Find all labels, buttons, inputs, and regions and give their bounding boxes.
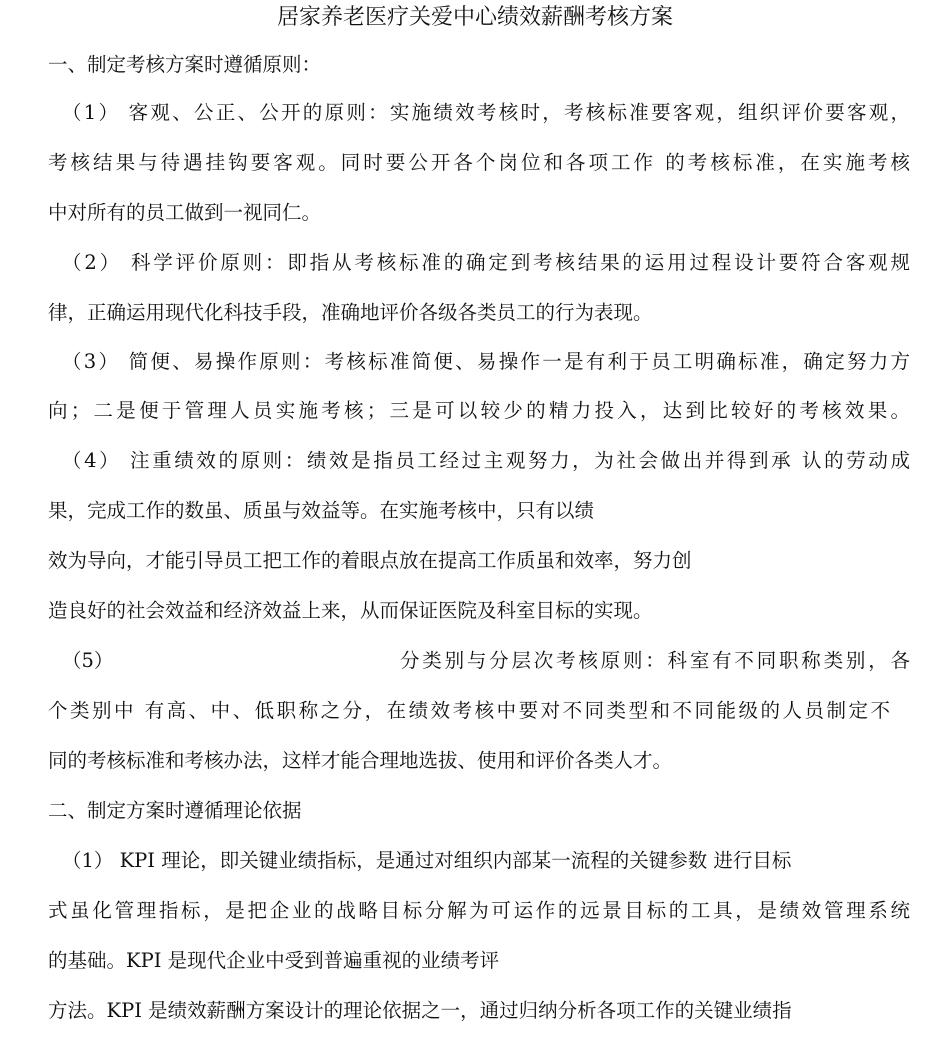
paragraph-line: 果，完成工作的数虽、质虽与效益等。在实施考核中，只有以绩: [48, 499, 595, 522]
paragraph-line: 向；二是便于管理人员实施考核；三是可以较少的精力投入，达到比较好的考核效果。: [48, 399, 910, 422]
paragraph-line: 方法。KPI 是绩效薪酬方案设计的理论依据之一，通过归纳分析各项工作的关键业绩指: [48, 999, 792, 1022]
paragraph-line: （1） 客观、公正、公开的原则：实施绩效考核时，考核标准要客观，组织评价要客观，: [62, 101, 910, 124]
paragraph-line: （3） 简便、易操作原则：考核标准简便、易操作一是有利于员工明确标准，确定努力方: [62, 350, 910, 373]
paragraph-line: 同的考核标准和考核办法，这样才能合理地选拔、使用和评价各类人才。: [48, 749, 673, 772]
paragraph-line: 造良好的社会效益和经济效益上来，从而保证医院及科室目标的实现。: [48, 599, 653, 622]
paragraph-line: 中对所有的员工做到一视同仁。: [48, 201, 322, 224]
section-heading-theory: 二、制定方案时遵循理论依据: [48, 799, 302, 822]
paragraph-line: 个类别中 有高、中、低职称之分，在绩效考核中要对不同类型和不同能级的人员制定不: [48, 699, 890, 722]
paragraph-line: 考核结果与待遇挂钩要客观。同时要公开各个岗位和各项工作 的考核标准，在实施考核: [48, 151, 910, 174]
paragraph-line: （1） KPI 理论，即关键业绩指标，是通过对组织内部某一流程的关键参数 进行目标: [62, 849, 792, 872]
paragraph-line: 律，正确运用现代化科技手段，准确地评价各级各类员工的行为表现。: [48, 301, 653, 324]
paragraph-line: （4） 注重绩效的原则：绩效是指员工经过主观努力，为社会做出并得到承 认的劳动成: [62, 449, 910, 472]
paragraph-number: （5）: [62, 649, 114, 672]
paragraph-line: 分类别与分层次考核原则：科室有不同职称类别，各: [400, 649, 910, 672]
paragraph-line: 效为导向，才能引导员工把工作的着眼点放在提高工作质虽和效率，努力创: [48, 549, 692, 572]
paragraph-line: 式虽化管理指标，是把企业的战略目标分解为可运作的远景目标的工具，是绩效管理系统: [48, 899, 910, 922]
paragraph-line: 的基础。KPI 是现代企业中受到普遍重视的业绩考评: [48, 949, 500, 972]
section-heading-principles: 一、制定考核方案时遵循原则：: [48, 53, 322, 76]
paragraph-line: （2） 科学评价原则：即指从考核标准的确定到考核结果的运用过程设计要符合客观规: [62, 251, 910, 274]
document-title: 居家养老医疗关爱中心绩效薪酬考核方案: [276, 5, 673, 30]
